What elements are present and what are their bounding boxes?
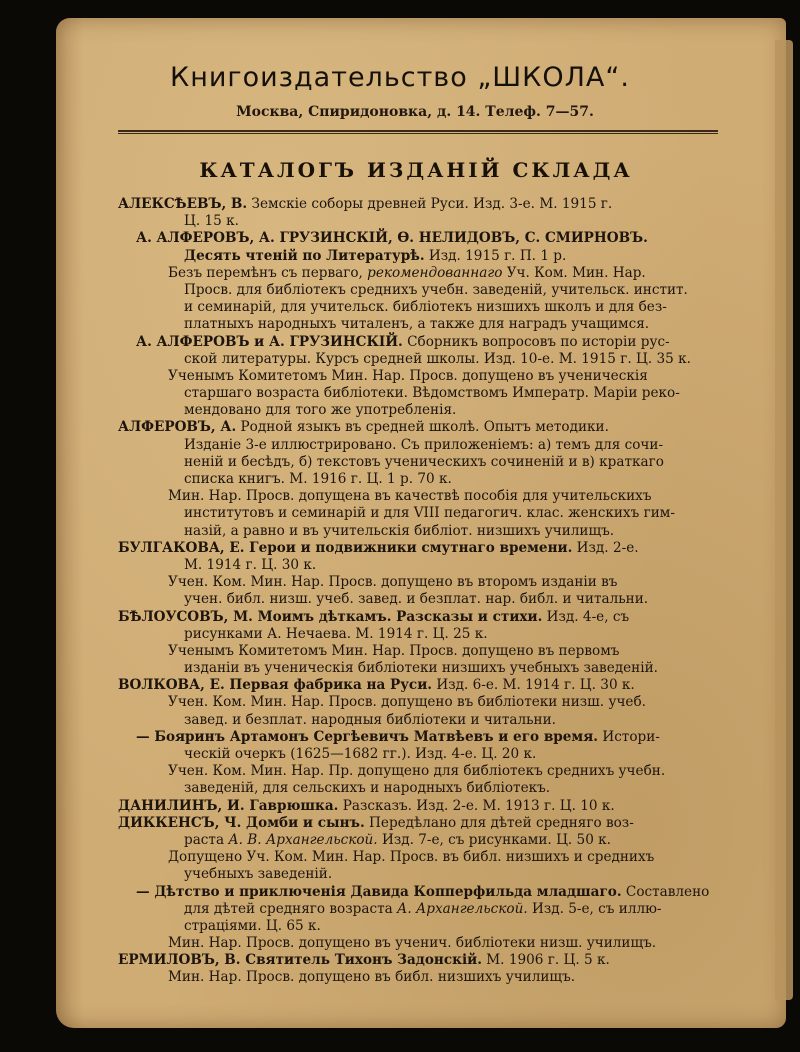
line-text: мендовано для того же употребленія.	[184, 402, 457, 419]
catalog-line	[118, 832, 718, 849]
line-text: Истори-	[598, 728, 660, 745]
catalog-line	[118, 299, 718, 316]
line-text: Учен. Ком. Мин. Нар. Просв. допущено въ второмъ изданіи въ	[168, 574, 618, 591]
author-name: АЛЕКСѢЕВЪ, В.	[118, 196, 248, 212]
catalog-line	[118, 660, 718, 677]
catalog-line	[118, 265, 718, 282]
book-title: — Дѣтство и приключенія Давида Копперфильда младшаго.	[136, 883, 622, 900]
catalog-line	[118, 712, 718, 729]
line-text: Мин. Нар. Просв. допущено въ библ. низшихъ училищъ.	[168, 969, 576, 986]
line-text: заведеній, для сельскихъ и народныхъ библіотекъ.	[184, 780, 551, 797]
catalog-line	[118, 609, 718, 626]
line-text: Безъ перемѣнъ съ перваго,	[168, 264, 368, 281]
line-italic: А. Архангельской.	[397, 900, 528, 917]
line-text: ческій очеркъ (1625—1682 гг.). Изд. 4-е. Ц. 20 к.	[184, 746, 537, 762]
book-title: Десять чтеній по Литературѣ.	[184, 247, 425, 264]
book-title: Герои и подвижники смутнаго времени.	[244, 539, 573, 556]
author-name: БУЛГАКОВА, Е.	[118, 539, 245, 556]
catalog-line	[118, 488, 718, 505]
line-text: Изд. 2-е.	[572, 539, 639, 556]
line-text: Изд. 6-е. М. 1914 г. Ц. 30 к.	[432, 677, 635, 694]
catalog-line	[118, 316, 718, 333]
line-text: Изд. 5-е, съ иллю-	[527, 900, 662, 917]
author-name: АЛФЕРОВЪ, А.	[118, 419, 237, 436]
line-text: Просв. для библіотекъ среднихъ учебн. заведеній, учительск. инстит.	[184, 281, 688, 298]
line-text: изданіи въ ученическія библіотеки низшихъ учебныхъ заведеній.	[184, 660, 658, 677]
catalog-line	[118, 351, 718, 368]
line-italic: рекомендованнаго	[367, 264, 503, 281]
book-title: Моимъ дѣткамъ. Разсказы и стихи.	[252, 608, 543, 625]
line-text: Учен. Ком. Мин. Нар. Пр. допущено для библіотекъ среднихъ учебн.	[168, 763, 666, 780]
line-text: рисунками А. Нечаева. М. 1914 г. Ц. 25 к.	[184, 625, 488, 642]
line-italic: А. В. Архангельской.	[228, 831, 378, 848]
author-name: БѢЛОУСОВЪ, М.	[118, 608, 253, 625]
book-title: Домби и сынъ.	[241, 814, 365, 831]
catalog-line	[118, 523, 718, 540]
publisher-title: Книгоиздательство „ШКОЛА“.	[170, 62, 630, 93]
line-text: Допущено Уч. Ком. Мин. Нар. Просв. въ библ. низшихъ и среднихъ	[168, 849, 655, 866]
line-text: Изд. 4-е, съ	[542, 608, 630, 625]
line-text: Разсказъ. Изд. 2-е. М. 1913 г. Ц. 10 к.	[338, 797, 615, 814]
catalog-line	[118, 901, 718, 918]
catalog-line	[118, 282, 718, 299]
header-rule	[118, 130, 718, 132]
catalog-line	[118, 334, 718, 351]
line-text: Сборникъ вопросовъ по исторіи рус-	[402, 333, 670, 350]
catalog-line	[118, 505, 718, 522]
catalog-line	[118, 746, 718, 763]
line-text: учен. библ. низш. учеб. завед. и безплат. нар. библ. и читальни.	[184, 591, 649, 608]
catalog-line	[118, 213, 718, 230]
catalog-title: КАТАЛОГЪ ИЗДАНІЙ СКЛАДА	[199, 158, 633, 182]
author-name: А. АЛФЕРОВЪ и А. ГРУЗИНСКІЙ.	[136, 333, 403, 350]
line-text: списка книгъ. М. 1916 г. Ц. 1 р. 70 к.	[184, 471, 452, 487]
catalog-line	[118, 540, 718, 557]
catalog-line	[118, 368, 718, 385]
catalog-line	[118, 626, 718, 643]
line-text: Ученымъ Комитетомъ Мин. Нар. Просв. допущено въ ученическія	[168, 367, 648, 384]
line-text: и семинарій, для учительск. библіотекъ низшихъ школъ и для без-	[184, 299, 667, 316]
line-text: Передѣлано для дѣтей средняго воз-	[364, 814, 634, 831]
line-text: завед. и безплат. народныя библіотеки и читальни.	[184, 711, 556, 728]
line-text: Изд. 7-е, съ рисунками. Ц. 50 к.	[377, 831, 611, 848]
author-name: ЕРМИЛОВЪ, В.	[118, 952, 241, 969]
book-title: Гаврюшка.	[244, 797, 339, 814]
line-text: страціями. Ц. 65 к.	[184, 917, 321, 934]
catalog-line	[118, 471, 718, 488]
line-text: Ц. 15 к.	[184, 213, 239, 230]
catalog-line	[118, 969, 718, 986]
line-text: Мин. Нар. Просв. допущена въ качествѣ пособія для учительскихъ	[168, 488, 652, 505]
catalog-line	[118, 196, 718, 213]
line-text: М. 1914 г. Ц. 30 к.	[184, 556, 317, 573]
line-text: Изданіе 3-е иллюстрировано. Съ приложеніемъ: а) темъ для сочи-	[184, 436, 664, 453]
author-name: ВОЛКОВА, Е.	[118, 677, 225, 694]
book-title: — Бояринъ Артамонъ Сергѣевичъ Матвѣевъ и его время.	[136, 728, 599, 745]
line-text: назій, а равно и въ учительскія библіот. низшихъ училищъ.	[184, 522, 615, 539]
catalog-line	[118, 591, 718, 608]
author-name: ДАНИЛИНЪ, И.	[118, 797, 245, 814]
author-name: А. АЛФЕРОВЪ, А. ГРУЗИНСКІЙ, Ѳ. НЕЛИДОВЪ, С. СМИРНОВЪ.	[136, 230, 648, 247]
catalog-line	[118, 849, 718, 866]
catalog-line	[118, 884, 718, 901]
catalog-line	[118, 230, 718, 247]
line-text: Уч. Ком. Мин. Нар.	[502, 264, 646, 281]
catalog-line	[118, 763, 718, 780]
line-text: Изд. 1915 г. П. 1 р.	[424, 247, 567, 264]
catalog-line	[118, 643, 718, 660]
catalog-line	[118, 557, 718, 574]
catalog-line	[118, 935, 718, 952]
book-title: Первая фабрика на Руси.	[224, 677, 433, 694]
header-rule-thin	[118, 133, 718, 134]
line-text: М. 1906 г. Ц. 5 к.	[481, 952, 610, 969]
catalog-line	[118, 385, 718, 402]
line-text: институтовъ и семинарій и для VIII педагогич. клас. женскихъ гим-	[184, 505, 675, 522]
line-text: для дѣтей средняго возраста	[184, 900, 398, 917]
catalog-line	[118, 866, 718, 883]
line-text: Составлено	[621, 883, 710, 900]
catalog-line	[118, 402, 718, 419]
line-text: старшаго возраста библіотеки. Вѣдомствомъ Императр. Маріи реко-	[184, 385, 680, 402]
catalog-line	[118, 815, 718, 832]
catalog-line	[118, 677, 718, 694]
catalog-line	[118, 454, 718, 471]
book-title: Святитель Тихонъ Задонскій.	[240, 952, 482, 969]
line-text: Мин. Нар. Просв. допущено въ ученич. библіотеки низш. училищъ.	[168, 935, 657, 952]
catalog-line	[118, 437, 718, 454]
catalog-line	[118, 952, 718, 969]
line-text: платныхъ народныхъ читаленъ, а также для наградъ учащимся.	[184, 316, 650, 333]
catalog-line	[118, 729, 718, 746]
catalog-line	[118, 574, 718, 591]
catalog-line	[118, 419, 718, 436]
catalog-line	[118, 694, 718, 711]
author-name: ДИККЕНСЪ, Ч.	[118, 814, 242, 831]
publisher-address: Москва, Спиридоновка, д. 14. Телеф. 7—57.	[236, 104, 594, 120]
line-text: Ученымъ Комитетомъ Мин. Нар. Просв. допущено въ первомъ	[168, 642, 620, 659]
catalog-line	[118, 780, 718, 797]
line-text: неній и бесѣдъ, б) текстовъ ученическихъ сочиненій и в) краткаго	[184, 453, 664, 470]
line-text: учебныхъ заведеній.	[184, 866, 333, 883]
line-text: ской литературы. Курсъ средней школы. Изд. 10-е. М. 1915 г. Ц. 35 к.	[184, 350, 691, 367]
catalog-entries	[118, 196, 718, 987]
line-text: Земскіе соборы древней Руси. Изд. 3-е. М. 1915 г.	[247, 196, 613, 212]
catalog-line	[118, 248, 718, 265]
catalog-line	[118, 918, 718, 935]
catalog-line	[118, 798, 718, 815]
line-text: Родной языкъ въ средней школѣ. Опытъ методики.	[236, 419, 609, 436]
line-text: Учен. Ком. Мин. Нар. Просв. допущено въ библіотеки низш. учеб.	[168, 694, 646, 711]
line-text: раста	[184, 831, 229, 848]
